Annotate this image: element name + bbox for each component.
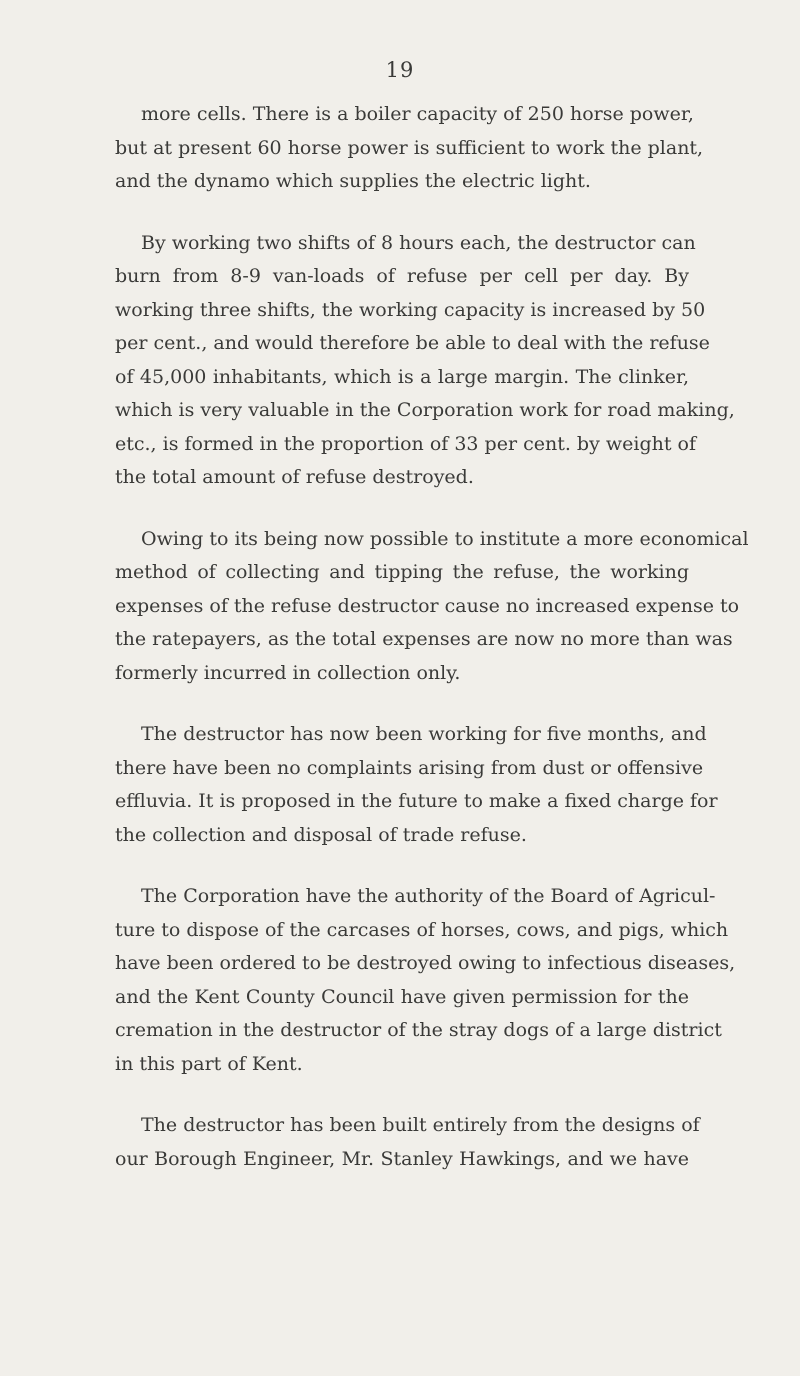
text-line: more cells. There is a boiler capacity of 250 horse power, xyxy=(141,103,694,125)
paragraph xyxy=(115,1109,700,1176)
text-line: and the Kent County Council have given permission for the xyxy=(115,985,689,1008)
text-line: The Corporation have the authority of the Board of Agricul- xyxy=(141,885,716,907)
text-line: effluvia. It is proposed in the future to make a fixed charge for xyxy=(115,790,718,812)
text-line: the collection and disposal of trade refuse. xyxy=(115,823,527,846)
text-line: have been ordered to be destroyed owing to infectious diseases, xyxy=(115,952,736,974)
text-line: the ratepayers, as the total expenses are now no more than was xyxy=(115,628,733,650)
text-line: there have been no complaints arising from dust or offensive xyxy=(115,756,704,779)
paragraph xyxy=(115,718,718,852)
text-line: formerly incurred in collection only. xyxy=(115,661,461,684)
text-line: The destructor has now been working for five months, and xyxy=(141,723,707,745)
text-line: and the dynamo which supplies the electric light. xyxy=(115,170,591,192)
text-line: but at present 60 horse power is sufficient to work the plant, xyxy=(115,136,704,159)
text-line: in this part of Kent. xyxy=(115,1052,303,1075)
text-line: By working two shifts of 8 hours each, the destructor can xyxy=(141,231,696,254)
paragraph xyxy=(115,523,749,691)
paragraph xyxy=(115,227,735,495)
text-line: Owing to its being now possible to institute a more economical xyxy=(141,527,749,550)
text-line: the total amount of refuse destroyed. xyxy=(115,466,474,488)
body-text xyxy=(115,98,749,1204)
paragraph xyxy=(115,98,704,199)
text-line: which is very valuable in the Corporation work for road making, xyxy=(115,399,735,421)
paragraph xyxy=(115,880,736,1081)
text-line: working three shifts, the working capacity is increased by 50 xyxy=(115,298,706,321)
text-line: method of collecting and tipping the refuse, the working xyxy=(115,561,689,583)
text-line: cremation in the destructor of the stray dogs of a large district xyxy=(115,1019,722,1041)
page-number: 19 xyxy=(385,58,415,82)
text-line: our Borough Engineer, Mr. Stanley Hawkings, and we have xyxy=(115,1147,689,1170)
text-line: of 45,000 inhabitants, which is a large margin. The clinker, xyxy=(115,365,689,388)
text-line: The destructor has been built entirely from the designs of xyxy=(141,1114,700,1136)
text-line: etc., is formed in the proportion of 33 per cent. by weight of xyxy=(115,432,696,455)
text-line: per cent., and would therefore be able to deal with the refuse xyxy=(115,332,710,354)
text-line: ture to dispose of the carcases of horses, cows, and pigs, which xyxy=(115,918,729,941)
text-line: burn from 8-9 van-loads of refuse per cell per day. By xyxy=(115,265,689,287)
text-line: expenses of the refuse destructor cause no increased expense to xyxy=(115,594,740,617)
